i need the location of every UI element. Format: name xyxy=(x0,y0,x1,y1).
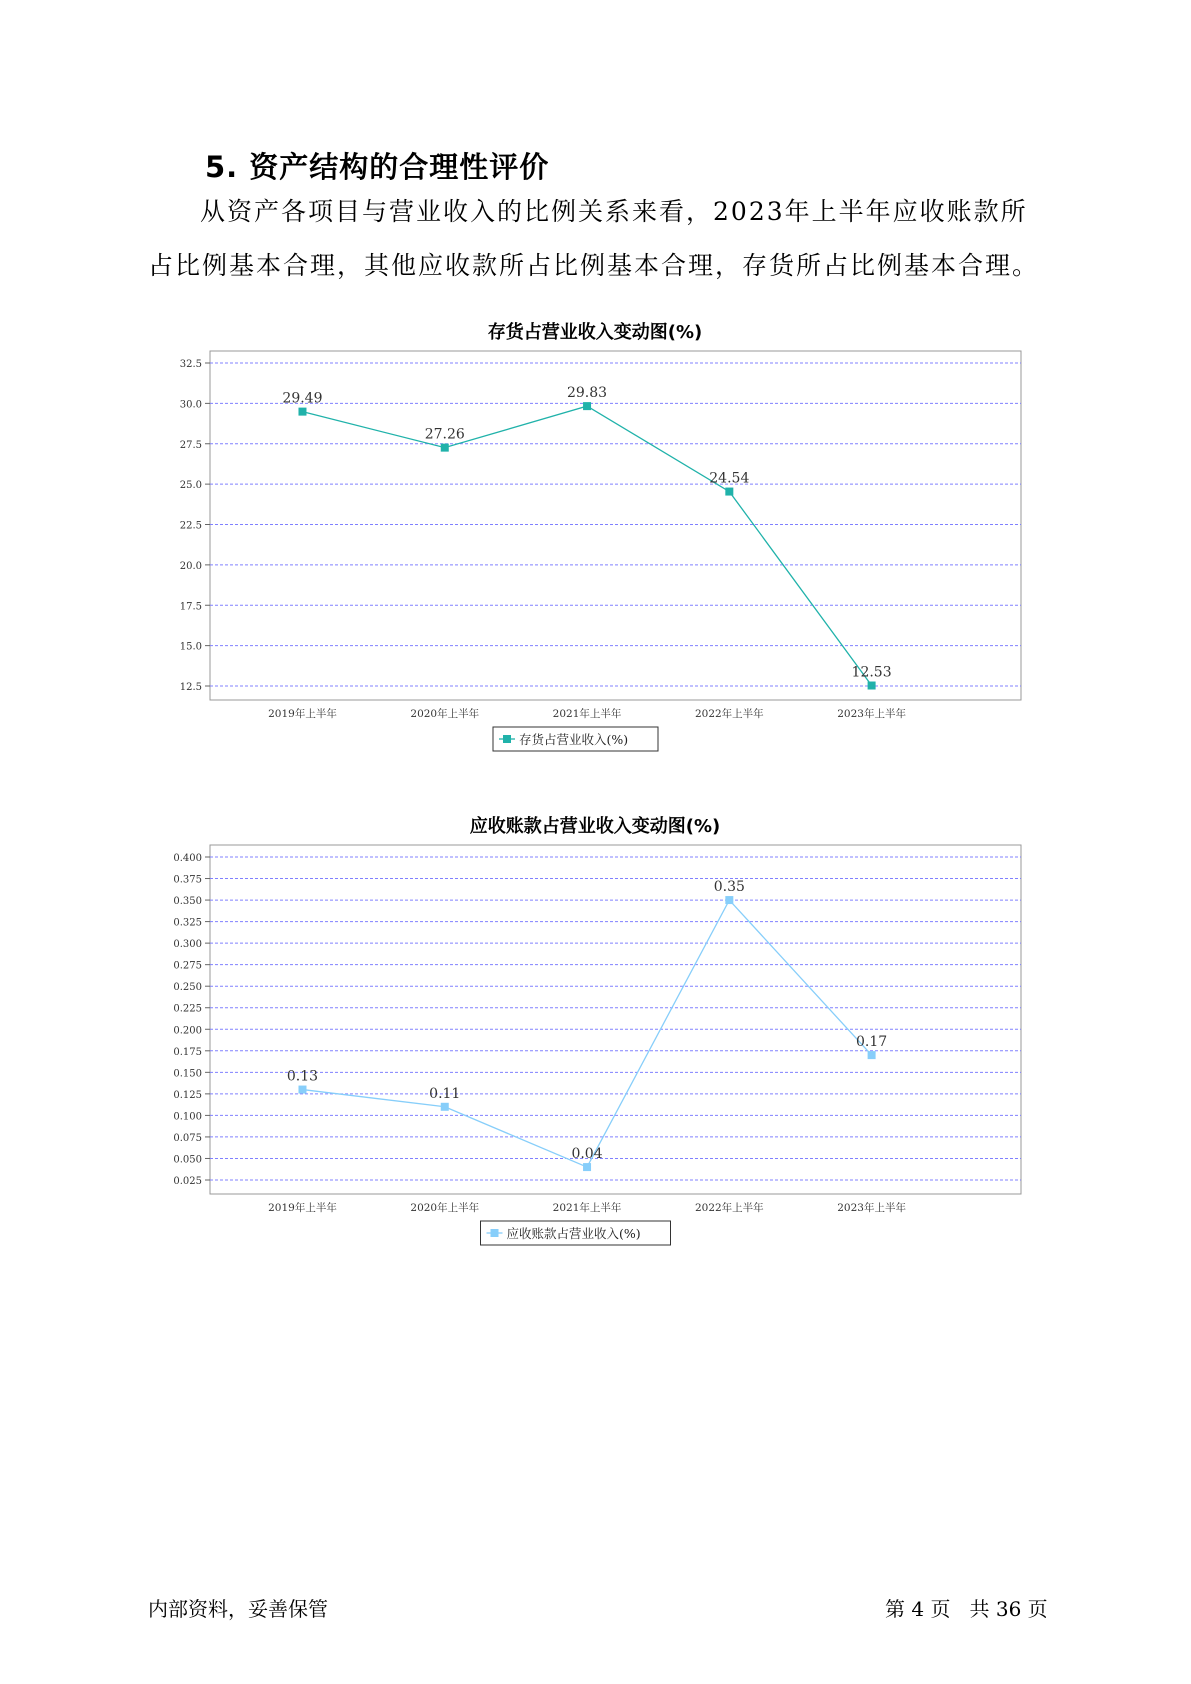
inventory-chart xyxy=(145,318,1045,763)
inventory-chart-svg xyxy=(145,318,1045,763)
receivable-chart-title: 应收账款占营业收入变动图(%) xyxy=(469,816,721,837)
section-heading: 5. 资产结构的合理性评价 xyxy=(205,150,550,184)
y-tick-label: 30.0 xyxy=(179,399,202,411)
legend-marker xyxy=(491,1229,499,1237)
legend-marker xyxy=(503,735,511,743)
y-tick-label: 0.150 xyxy=(173,1068,202,1080)
y-tick-label: 0.225 xyxy=(173,1003,202,1015)
y-tick-label: 0.400 xyxy=(173,853,202,864)
footer-page-number: 第 4 页 共 36 页 xyxy=(885,1597,1048,1621)
y-tick-label: 0.175 xyxy=(173,1046,202,1058)
data-point xyxy=(868,682,876,690)
y-tick-label: 0.075 xyxy=(173,1132,202,1144)
plot-frame xyxy=(210,845,1021,1194)
inventory-chart-title: 存货占营业收入变动图(%) xyxy=(487,322,703,343)
y-tick-label: 0.200 xyxy=(173,1025,202,1037)
y-tick-label: 17.5 xyxy=(179,601,202,613)
y-tick-label: 27.5 xyxy=(179,439,202,451)
x-tick-label: 2022年上半年 xyxy=(694,1202,764,1214)
data-label: 0.11 xyxy=(429,1085,461,1102)
data-point xyxy=(441,444,449,452)
y-tick-label: 25.0 xyxy=(179,480,202,492)
y-tick-label: 22.5 xyxy=(179,520,202,532)
x-tick-label: 2023年上半年 xyxy=(837,1202,906,1214)
x-tick-label: 2020年上半年 xyxy=(410,1202,480,1214)
data-label: 27.26 xyxy=(424,426,465,443)
y-tick-label: 20.0 xyxy=(179,560,202,572)
receivable-chart-svg xyxy=(145,812,1045,1257)
x-tick-label: 2023年上半年 xyxy=(837,708,906,720)
data-point xyxy=(583,1163,591,1171)
y-tick-label: 0.350 xyxy=(173,896,202,908)
y-tick-label: 0.275 xyxy=(173,960,202,972)
paragraph-line-1: 从资产各项目与营业收入的比例关系来看，2023年上半年应收账款所 xyxy=(200,197,1028,226)
y-tick-label: 15.0 xyxy=(179,641,202,653)
data-label: 0.04 xyxy=(571,1146,603,1163)
y-tick-label: 0.325 xyxy=(173,917,202,929)
legend-label: 应收账款占营业收入(%) xyxy=(506,1226,641,1241)
data-label: 12.53 xyxy=(851,664,892,681)
data-point xyxy=(298,1086,306,1094)
data-point xyxy=(725,488,733,496)
data-point xyxy=(298,408,306,416)
x-tick-label: 2022年上半年 xyxy=(694,708,764,720)
data-point xyxy=(583,402,591,410)
data-label: 0.13 xyxy=(286,1068,319,1085)
y-tick-label: 0.125 xyxy=(173,1089,202,1101)
footer-confidential-note: 内部资料，妥善保管 xyxy=(148,1597,328,1621)
y-tick-label: 0.100 xyxy=(173,1111,202,1123)
x-tick-label: 2019年上半年 xyxy=(268,708,337,720)
y-tick-label: 0.375 xyxy=(173,874,202,886)
paragraph-line-2: 占比例基本合理，其他应收款所占比例基本合理，存货所占比例基本合理。 xyxy=(148,251,1040,280)
y-tick-label: 0.250 xyxy=(173,982,202,994)
x-tick-label: 2019年上半年 xyxy=(268,1202,337,1214)
analysis-paragraph xyxy=(148,185,1048,293)
y-tick-label: 0.300 xyxy=(173,939,202,951)
data-point xyxy=(441,1103,449,1111)
data-point xyxy=(725,896,733,904)
y-tick-label: 0.025 xyxy=(173,1176,202,1187)
legend-label: 存货占营业收入(%) xyxy=(519,732,629,747)
y-tick-label: 0.050 xyxy=(173,1154,202,1166)
y-tick-label: 12.5 xyxy=(179,682,202,693)
x-tick-label: 2020年上半年 xyxy=(410,708,480,720)
x-tick-label: 2021年上半年 xyxy=(552,708,622,720)
data-point xyxy=(868,1051,876,1059)
data-label: 0.35 xyxy=(713,879,745,896)
data-label: 29.49 xyxy=(282,390,323,407)
data-label: 24.54 xyxy=(709,470,750,487)
data-label: 0.17 xyxy=(856,1034,888,1051)
y-tick-label: 32.5 xyxy=(179,359,202,370)
x-tick-label: 2021年上半年 xyxy=(552,1202,622,1214)
data-label: 29.83 xyxy=(566,385,608,402)
receivable-chart xyxy=(145,812,1045,1257)
